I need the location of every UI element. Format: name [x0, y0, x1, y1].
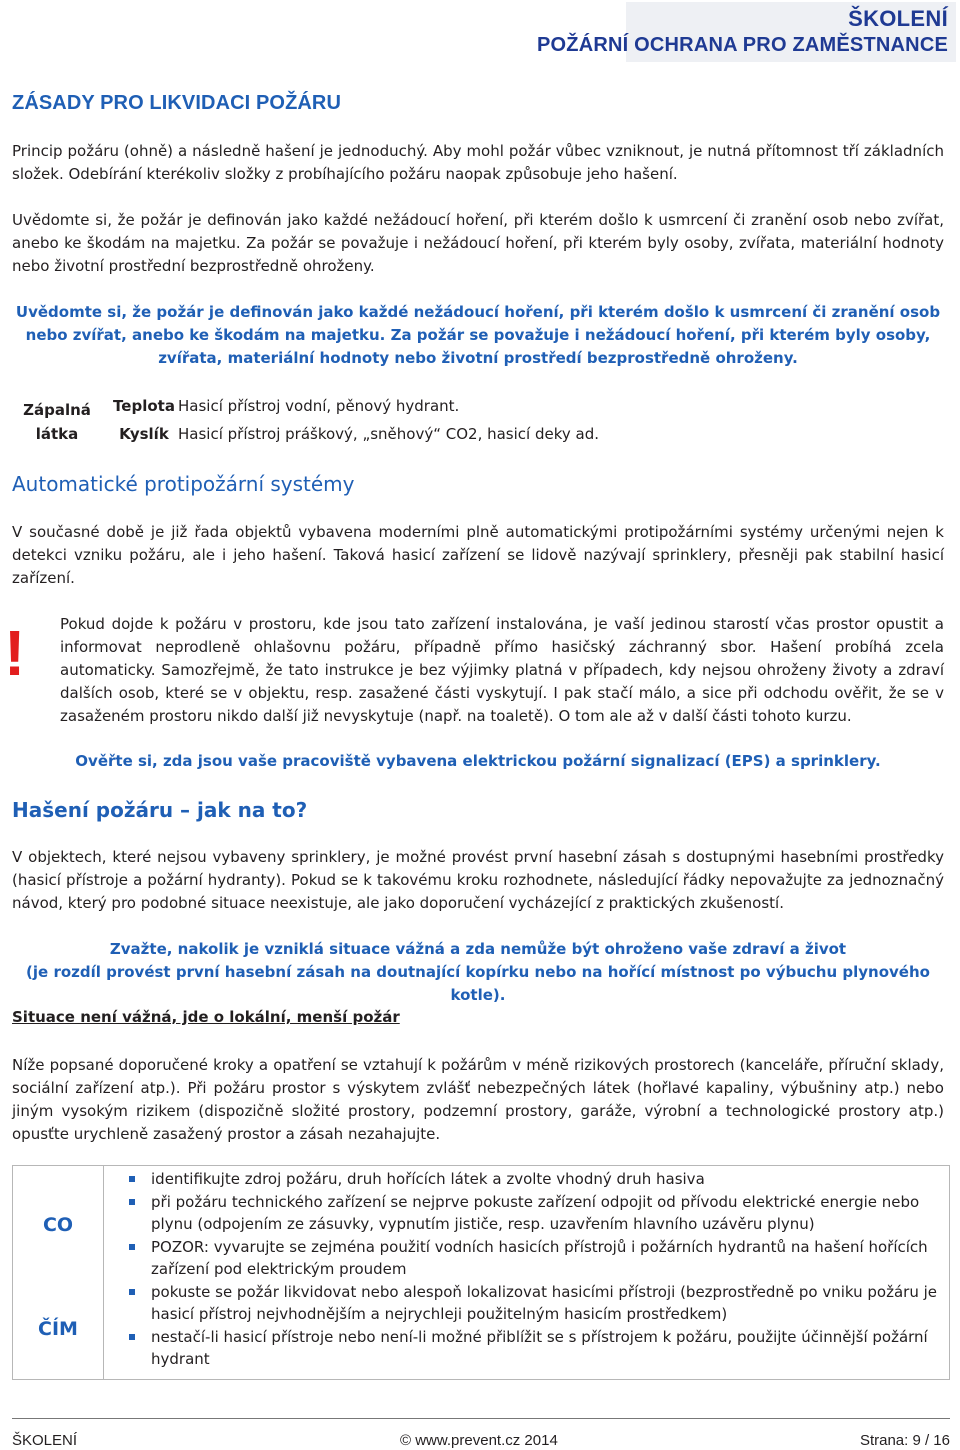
header-title: ŠKOLENÍ: [848, 6, 948, 31]
paragraph-definition: Uvědomte si, že požár je definován jako každé nežádoucí hoření, při kterém došlo k usmrcení či zranění osob nebo zvířat, anebo ke škodám na majetku. Za požár se považuje i nežádoucí hoření, při kterém byly osoby, zvířata, materiální hodnoty nebo životní prostřední bezprostředně ohroženy.: [12, 211, 944, 275]
list-item: [125, 1236, 945, 1281]
square-bullet-icon: [129, 1334, 135, 1340]
extinguisher-water: Hasicí přístroj vodní, pěnový hydrant.: [178, 397, 460, 415]
label-what: CO: [42, 1214, 74, 1236]
list-item: [125, 1191, 945, 1236]
square-bullet-icon: [129, 1289, 135, 1295]
paragraph-sprinklers: V současné době je již řada objektů vybavena moderními plně automatickými protipožárními systémy určenými nejen k detekci vzniku požáru, ale i jeho hašení. Taková hasicí zařízení se lidově nazývají sprinklery, přesněji pak stabilní hasicí zařízení.: [12, 523, 944, 587]
note-eps: Ověřte si, zda jsou vaše pracoviště vybavena elektrickou požární signalizací (EPS) a sprinklery.: [75, 752, 881, 770]
section-heading-automatic: Automatické protipožární systémy: [12, 472, 355, 496]
element-heat: Teplota: [113, 397, 175, 415]
footer-left: ŠKOLENÍ: [12, 1432, 78, 1449]
list-item: [125, 1168, 945, 1191]
header-subtitle: POŽÁRNÍ OCHRANA PRO ZAMĚSTNANCE: [536, 34, 948, 56]
subheading-minor-fire: Situace není vážná, jde o lokální, menší požár: [12, 1008, 400, 1026]
list-item-text: pokuste se požár likvidovat nebo alespoň lokalizovat hasicími přístroji (bezprostředně po vniku požáru je hasicí přístroj nejvhodnějším a nejrychleji použitelným hasicím prostředkem): [151, 1282, 937, 1323]
list-item-text: nestačí-li hasicí přístroje nebo není-li možné přiblížit se s přístrojem k požáru, použijte účinnější požární hydrant: [151, 1327, 928, 1368]
paragraph-definition-highlight: Uvědomte si, že požár je definován jako každé nežádoucí hoření, při kterém došlo k usmrcení či zranění osob nebo zvířat, anebo ke škodám na majetku. Za požár se považuje i nežádoucí hoření, při kterém byly osoby, zvířata, materiální hodnoty nebo životní prostředí bezprostředně ohroženy.: [15, 303, 941, 367]
square-bullet-icon: [129, 1199, 135, 1205]
footer-page-number: Strana: 9 / 16: [859, 1432, 950, 1449]
section-heading-principles: ZÁSADY PRO LIKVIDACI POŽÁRU: [12, 92, 342, 114]
paragraph-low-risk: Níže popsané doporučené kroky a opatření se vztahují k požárům v méně rizikových prostorech (kanceláře, příruční sklady, sociální zařízení atp.). Při požáru prostor s výskytem zvlášť nebezpečných látek (hořlavé kapaliny, výbušniny atp.) nebo jiným vysokým rizikem (dispozičně složité prostory, podzemní prostory, garáže, výrobní a technologické prostory atp.) opusťte urychleně zasažený prostor a zásah nezahajujte.: [12, 1056, 944, 1143]
footer-copyright-link[interactable]: © www.prevent.cz 2014: [400, 1432, 558, 1449]
extinguisher-powder: Hasicí přístroj práškový, „sněhový“ CO2, hasicí deky ad.: [178, 425, 600, 443]
list-item: [125, 1326, 945, 1371]
action-list: [125, 1168, 945, 1371]
list-item: [125, 1281, 945, 1326]
square-bullet-icon: [129, 1244, 135, 1250]
action-table: [12, 1165, 950, 1380]
list-item-text: identifikujte zdroj požáru, druh hořících látek a zvolte vhodný druh hasiva: [151, 1170, 705, 1188]
square-bullet-icon: [129, 1176, 135, 1182]
label-with-what: ČÍM: [38, 1318, 78, 1340]
note-assess-line1: Zvažte, nakolik je vzniklá situace vážná a zda nemůže být ohroženo vaše zdraví a život: [109, 940, 847, 958]
fire-triangle-table: [12, 396, 712, 452]
paragraph-warning: Pokud dojde k požáru v prostoru, kde jsou tato zařízení instalována, je vaší jedinou starostí včas prostor opustit a informovat neprodleně ohlašovnu požáru, případně přímo hasičský záchranný sbor. Hašení probíhá zcela automaticky. Samozřejmě, že tato instrukce je bez výjimky platná v případech, kdy nejsou ohroženy životy a zdraví dalších osob, které se v objektu, resp. zasažené části vyskytují. I pak stačí málo, a sice při odchodu ověřit, že se v zasaženém prostoru nikdo další již nevyskytuje (např. na toaletě). O tom ale až v další části tohoto kurzu.: [60, 615, 944, 725]
note-assess-line2: (je rozdíl provést první hasební zásah na doutnající kopírku nebo na hořící místnost po výbuchu plynového kotle).: [26, 963, 930, 1004]
page-header: [536, 2, 956, 62]
page-footer: [12, 1418, 950, 1449]
paragraph-first-response: V objektech, které nejsou vybaveny sprinklery, je možné provést první hasební zásah s dostupnými hasebními prostředky (hasicí přístroje a požární hydranty). Pokud se k takovému kroku rozhodnete, následující řádky nepovažujte za jednoznačný návod, který pro podobné situace neexistuje, ale jako doporučení vycházející z praktických zkušeností.: [12, 848, 944, 912]
paragraph-principle: Princip požáru (ohně) a následně hašení je jednoduchý. Aby mohl požár vůbec vzniknout, je nutná přítomnost tří základních složek. Odebírání kterékoliv složky z probíhajícího požáru naopak způsobuje jeho hašení.: [12, 142, 944, 183]
list-item-text: při požáru technického zařízení se nejprve pokuste zařízení odpojit od přívodu elektrické energie nebo plynu (odpojením ze zásuvky, vypnutím jističe, resp. uzavřením hlavního uzávěru plynu): [151, 1192, 920, 1233]
element-oxygen: Kyslík: [119, 425, 169, 443]
action-table-label-column: [13, 1166, 104, 1379]
warning-exclamation-icon: !: [4, 617, 26, 689]
fuel-label: Zápalná látka: [23, 401, 91, 443]
section-heading-extinguishing: Hašení požáru – jak na to?: [12, 798, 308, 822]
list-item-text: POZOR: vyvarujte se zejména použití vodních hasicích přístrojů i požárních hydrantů na hašení hořících zařízení pod elektrickým proudem: [151, 1237, 928, 1278]
